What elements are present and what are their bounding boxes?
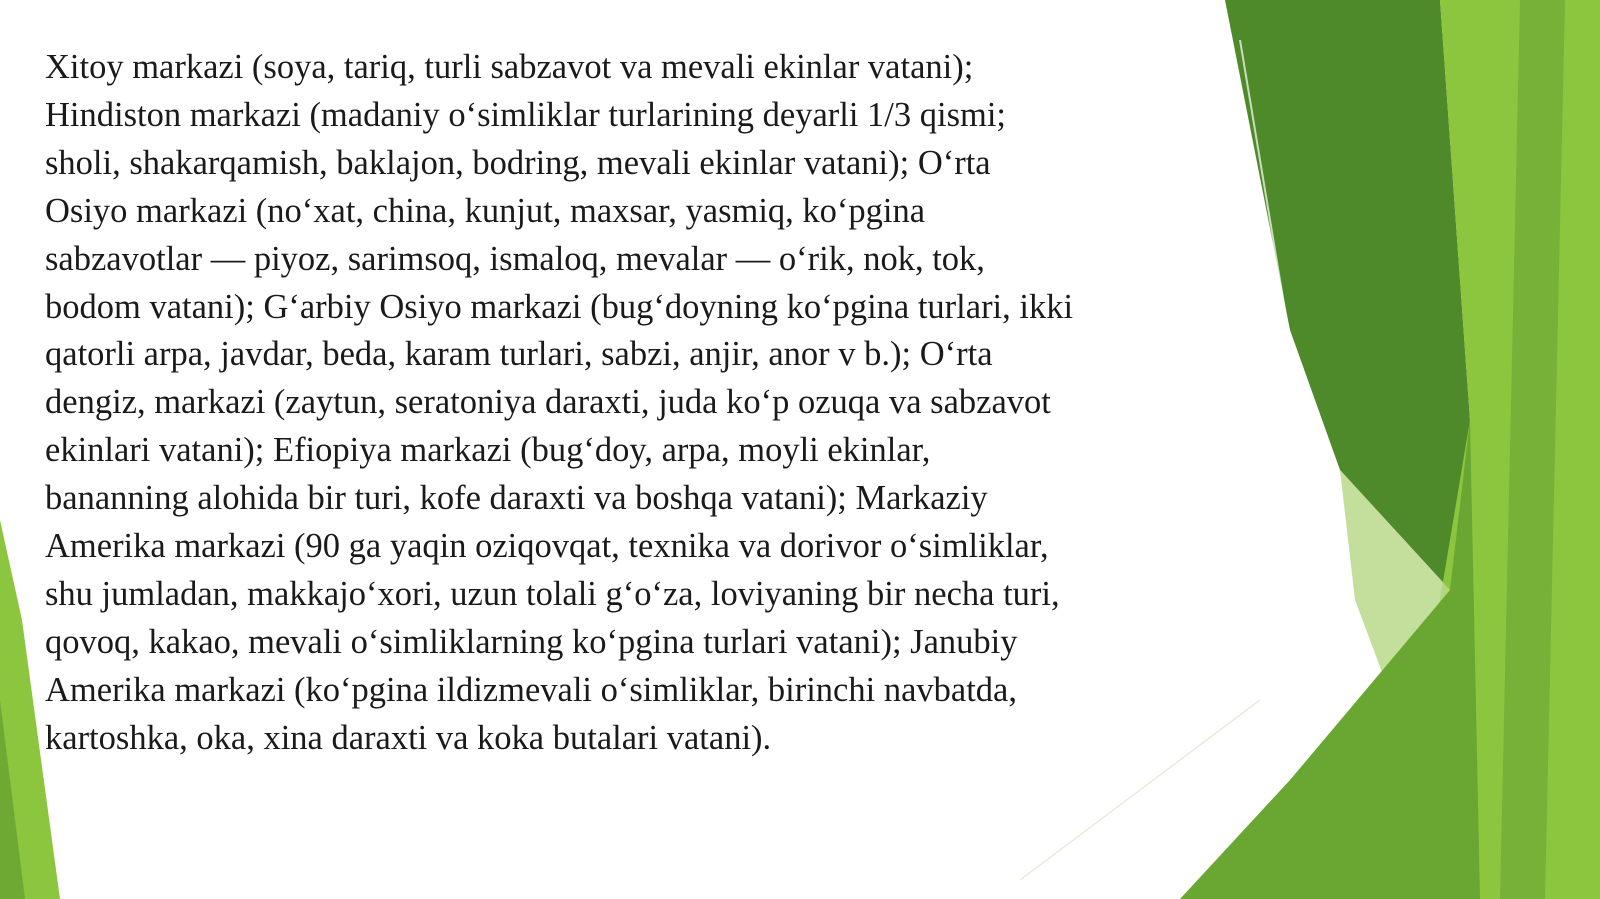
body-line: dengiz, markazi (zaytun, seratoniya daraxti, juda ko‘p ozuqa va sabzavot: [45, 383, 1051, 422]
body-line: sabzavotlar — piyoz, sarimsoq, ismaloq, mevalar — o‘rik, nok, tok,: [45, 239, 985, 278]
body-line: Amerika markazi (90 ga yaqin oziqovqat, texnika va dorivor o‘simliklar,: [45, 527, 1049, 566]
body-line: Hindiston markazi (madaniy o‘simliklar turlarining deyarli 1/3 qismi;: [45, 95, 1007, 134]
body-text: [45, 44, 1245, 763]
body-line: Amerika markazi (ko‘pgina ildizmevali o‘simliklar, birinchi navbatda,: [45, 670, 1017, 709]
body-line: shu jumladan, makkajo‘xori, uzun tolali g‘o‘za, loviyaning bir necha turi,: [45, 574, 1060, 613]
body-line: qatorli arpa, javdar, beda, karam turlari, sabzi, anjir, anor v b.); O‘rta: [45, 335, 993, 374]
body-line: qovoq, kakao, mevali o‘simliklarning ko‘pgina turlari vatani); Janubiy: [45, 622, 1018, 661]
body-line: bodom vatani); G‘arbiy Osiyo markazi (bug‘doyning ko‘pgina turlari, ikki: [45, 287, 1074, 326]
body-line: sholi, shakarqamish, baklajon, bodring, mevali ekinlar vatani); O‘rta: [45, 143, 991, 182]
body-line: kartoshka, oka, xina daraxti va koka butalari vatani).: [45, 718, 772, 757]
body-line: Xitoy markazi (soya, tariq, turli sabzavot va mevali ekinlar vatani);: [45, 48, 974, 86]
body-line: ekinlari vatani); Efiopiya markazi (bug‘doy, arpa, moyli ekinlar,: [45, 431, 931, 470]
body-line: bananning alohida bir turi, kofe daraxti va boshqa vatani); Markaziy: [45, 479, 988, 518]
body-line: Osiyo markazi (no‘xat, china, kunjut, maxsar, yasmiq, ko‘pgina: [45, 191, 926, 230]
